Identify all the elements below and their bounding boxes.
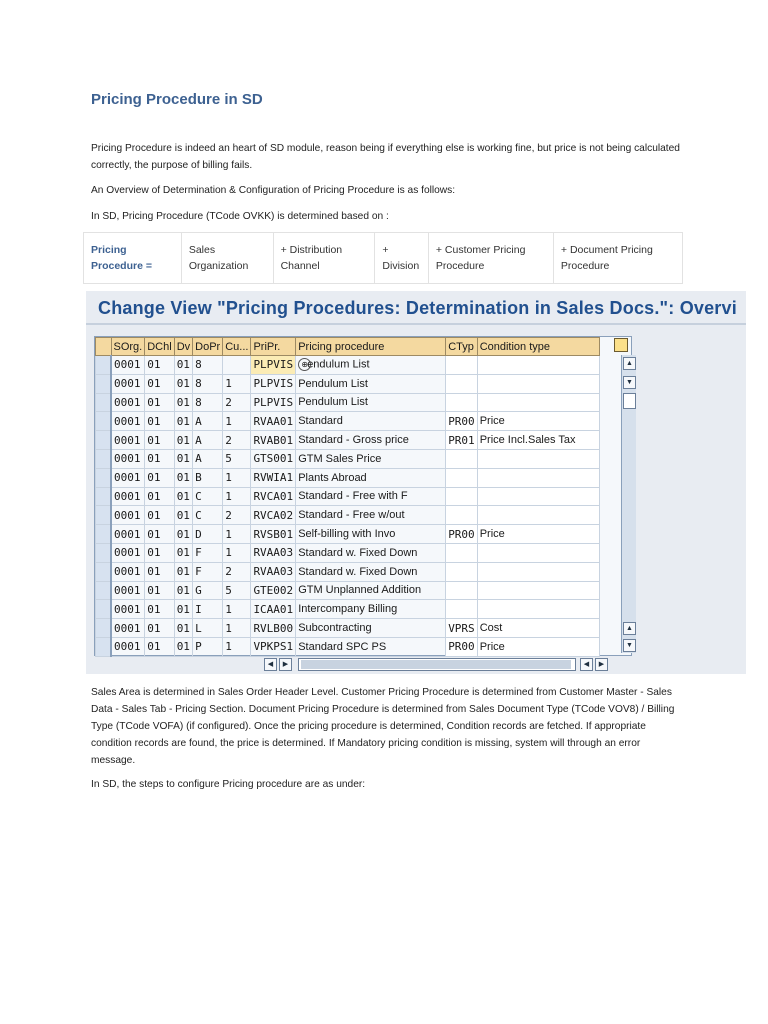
title-divider xyxy=(86,323,746,325)
column-header[interactable]: DChl xyxy=(145,338,174,356)
pricing-procedure-name-cell: Self-billing with Invo xyxy=(296,525,446,544)
distribution-channel-cell: 01 xyxy=(145,356,174,375)
condition-type-code-cell: PR00 xyxy=(446,637,478,656)
pricing-procedure-name-cell: Pendulum List xyxy=(296,374,446,393)
pricing-procedure-code-cell[interactable]: RVLB00 xyxy=(251,619,296,638)
condition-type-name-cell xyxy=(477,356,599,375)
table-row[interactable] xyxy=(96,468,600,487)
grid-header-row xyxy=(96,338,600,356)
distribution-channel-cell: 01 xyxy=(145,619,174,638)
condition-type-name-cell xyxy=(477,468,599,487)
determination-table xyxy=(83,232,683,284)
table-row[interactable] xyxy=(96,393,600,412)
column-header[interactable]: CTyp xyxy=(446,338,478,356)
row-selector[interactable] xyxy=(96,637,112,656)
cursor-icon: ⊕ xyxy=(298,358,311,371)
scroll-down-icon[interactable]: ▼ xyxy=(623,376,636,389)
column-header[interactable]: SOrg. xyxy=(111,338,145,356)
document-pricing-cell: I xyxy=(193,600,223,619)
pricing-procedure-name-cell: Standard w. Fixed Down xyxy=(296,543,446,562)
condition-type-code-cell xyxy=(446,600,478,619)
table-row[interactable] xyxy=(96,581,600,600)
table-row[interactable] xyxy=(96,356,600,375)
distribution-channel-cell: 01 xyxy=(145,543,174,562)
division-cell: 01 xyxy=(174,506,192,525)
sales-org-cell: 0001 xyxy=(111,356,145,375)
distribution-channel-cell: 01 xyxy=(145,581,174,600)
distribution-channel-cell: 01 xyxy=(145,468,174,487)
division-cell: 01 xyxy=(174,619,192,638)
document-pricing-cell: F xyxy=(193,543,223,562)
column-header[interactable]: DoPr xyxy=(193,338,223,356)
condition-type-code-cell xyxy=(446,374,478,393)
division-cell: 01 xyxy=(174,412,192,431)
table-row[interactable] xyxy=(96,374,600,393)
column-header[interactable]: Condition type xyxy=(477,338,599,356)
sales-org-cell: 0001 xyxy=(111,393,145,412)
document-pricing-cell: A xyxy=(193,412,223,431)
pricing-procedure-name-cell: Standard - Gross price xyxy=(296,431,446,450)
steps-paragraph: In SD, the steps to configure Pricing procedure are as under: xyxy=(91,779,366,790)
row-selector[interactable] xyxy=(96,525,112,544)
condition-type-code-cell xyxy=(446,562,478,581)
pricing-procedure-code-cell[interactable]: RVCA01 xyxy=(251,487,296,506)
pricing-procedure-code-cell[interactable]: RVSB01 xyxy=(251,525,296,544)
pricing-procedure-name-cell: Intercompany Billing xyxy=(296,600,446,619)
row-selector[interactable] xyxy=(96,468,112,487)
division-cell: 01 xyxy=(174,562,192,581)
grid-table xyxy=(95,337,600,657)
division-cell: 01 xyxy=(174,637,192,656)
condition-type-name-cell xyxy=(477,374,599,393)
division-cell: 01 xyxy=(174,525,192,544)
condition-type-code-cell xyxy=(446,543,478,562)
document-pricing-cell: A xyxy=(193,449,223,468)
row-selector[interactable] xyxy=(96,562,112,581)
sales-org-cell: 0001 xyxy=(111,637,145,656)
scroll-left-icon[interactable]: ◀ xyxy=(264,658,277,671)
pricing-procedure-grid xyxy=(94,336,632,656)
sales-org-cell: 0001 xyxy=(111,543,145,562)
sales-org-cell: 0001 xyxy=(111,619,145,638)
customer-pricing-cell xyxy=(223,356,251,375)
intro-paragraph: Pricing Procedure is indeed an heart of SD module, reason being if everything else is working fine, but price is not being calculated correctly, the purpose of billing fails. xyxy=(91,143,680,171)
customer-pricing-cell: 2 xyxy=(223,431,251,450)
page-title: Pricing Procedure in SD xyxy=(91,91,263,108)
row-selector-header[interactable] xyxy=(96,338,112,356)
sales-org-cell: 0001 xyxy=(111,525,145,544)
condition-type-code-cell: PR00 xyxy=(446,525,478,544)
sales-org-cell: 0001 xyxy=(111,449,145,468)
distribution-channel-cell: 01 xyxy=(145,412,174,431)
pricing-procedure-code-cell[interactable]: RVAA03 xyxy=(251,562,296,581)
document-pricing-cell: G xyxy=(193,581,223,600)
document-pricing-cell: 8 xyxy=(193,356,223,375)
row-selector[interactable] xyxy=(96,393,112,412)
document-pricing-cell: P xyxy=(193,637,223,656)
pricing-procedure-code-cell[interactable]: VPKPS1 xyxy=(251,637,296,656)
customer-pricing-cell: 1 xyxy=(223,412,251,431)
pricing-procedure-name-cell: Standard w. Fixed Down xyxy=(296,562,446,581)
pricing-procedure-code-cell[interactable]: PLPVIS xyxy=(251,374,296,393)
scroll-right-icon[interactable]: ▶ xyxy=(595,658,608,671)
distribution-channel-cell: 01 xyxy=(145,487,174,506)
table-row[interactable] xyxy=(96,487,600,506)
pricing-procedure-name-cell: Subcontracting xyxy=(296,619,446,638)
row-selector[interactable] xyxy=(96,431,112,450)
condition-type-code-cell: PR01 xyxy=(446,431,478,450)
pricing-procedure-code-cell[interactable]: GTS001 xyxy=(251,449,296,468)
scroll-up-icon[interactable]: ▲ xyxy=(623,357,636,370)
division-cell: 01 xyxy=(174,431,192,450)
condition-type-name-cell xyxy=(477,543,599,562)
document-pricing-cell: F xyxy=(193,562,223,581)
scroll-up-icon[interactable]: ▲ xyxy=(623,622,636,635)
horizontal-scroll-thumb[interactable] xyxy=(301,660,571,669)
distribution-channel-cell: 01 xyxy=(145,562,174,581)
table-settings-icon[interactable] xyxy=(614,338,628,352)
determination-key: Pricing Procedure = xyxy=(84,233,182,284)
document-pricing-cell: D xyxy=(193,525,223,544)
sales-org-cell: 0001 xyxy=(111,374,145,393)
distribution-channel-cell: 01 xyxy=(145,600,174,619)
document-pricing-cell: C xyxy=(193,487,223,506)
condition-type-name-cell: Price xyxy=(477,525,599,544)
division-cell: 01 xyxy=(174,356,192,375)
overview-paragraph: An Overview of Determination & Configuration of Pricing Procedure is as follows: xyxy=(91,185,456,196)
condition-type-name-cell: Price xyxy=(477,412,599,431)
document-pricing-cell: L xyxy=(193,619,223,638)
condition-type-name-cell xyxy=(477,506,599,525)
pricing-procedure-name-cell: Standard - Free with F xyxy=(296,487,446,506)
pricing-procedure-name-cell: GTM Sales Price xyxy=(296,449,446,468)
condition-type-code-cell xyxy=(446,506,478,525)
distribution-channel-cell: 01 xyxy=(145,637,174,656)
determination-part: Sales Organization xyxy=(181,233,273,284)
cell-text: endulum List xyxy=(307,358,370,371)
scroll-thumb[interactable] xyxy=(623,393,636,409)
condition-type-code-cell xyxy=(446,393,478,412)
condition-type-code-cell xyxy=(446,581,478,600)
row-selector[interactable] xyxy=(96,449,112,468)
pricing-procedure-code-cell[interactable]: PLPVIS xyxy=(251,356,296,375)
table-row[interactable] xyxy=(96,506,600,525)
division-cell: 01 xyxy=(174,600,192,619)
customer-pricing-cell: 1 xyxy=(223,600,251,619)
condition-type-name-cell: Price Incl.Sales Tax xyxy=(477,431,599,450)
table-row[interactable] xyxy=(96,562,600,581)
division-cell: 01 xyxy=(174,487,192,506)
sales-org-cell: 0001 xyxy=(111,487,145,506)
table-row[interactable] xyxy=(96,543,600,562)
row-selector[interactable] xyxy=(96,581,112,600)
row-selector[interactable] xyxy=(96,412,112,431)
distribution-channel-cell: 01 xyxy=(145,506,174,525)
row-selector[interactable] xyxy=(96,356,112,375)
pricing-procedure-name-cell xyxy=(296,356,446,375)
scroll-right-icon[interactable]: ▶ xyxy=(279,658,292,671)
sales-org-cell: 0001 xyxy=(111,412,145,431)
determination-part: + Document Pricing Procedure xyxy=(553,233,682,284)
sales-org-cell: 0001 xyxy=(111,506,145,525)
scroll-down-icon[interactable]: ▼ xyxy=(623,639,636,652)
pricing-procedure-code-cell[interactable]: RVWIA1 xyxy=(251,468,296,487)
row-selector[interactable] xyxy=(96,487,112,506)
pricing-procedure-name-cell: Standard - Free w/out xyxy=(296,506,446,525)
sap-window-title: Change View "Pricing Procedures: Determination in Sales Docs.": Overvi xyxy=(98,298,737,318)
row-selector[interactable] xyxy=(96,543,112,562)
table-row[interactable] xyxy=(96,619,600,638)
document-pricing-cell: B xyxy=(193,468,223,487)
customer-pricing-cell: 2 xyxy=(223,393,251,412)
customer-pricing-cell: 5 xyxy=(223,581,251,600)
division-cell: 01 xyxy=(174,374,192,393)
division-cell: 01 xyxy=(174,581,192,600)
condition-type-name-cell xyxy=(477,393,599,412)
tcode-paragraph: In SD, Pricing Procedure (TCode OVKK) is determined based on : xyxy=(91,211,389,222)
pricing-procedure-code-cell[interactable]: ICAA01 xyxy=(251,600,296,619)
condition-type-name-cell xyxy=(477,581,599,600)
condition-type-code-cell: VPRS xyxy=(446,619,478,638)
customer-pricing-cell: 1 xyxy=(223,487,251,506)
pricing-procedure-code-cell[interactable]: GTE002 xyxy=(251,581,296,600)
pricing-procedure-name-cell: Pendulum List xyxy=(296,393,446,412)
table-row[interactable] xyxy=(96,525,600,544)
condition-type-name-cell xyxy=(477,487,599,506)
sales-org-cell: 0001 xyxy=(111,468,145,487)
pricing-procedure-code-cell[interactable]: RVAB01 xyxy=(251,431,296,450)
pricing-procedure-code-cell[interactable]: RVCA02 xyxy=(251,506,296,525)
sales-org-cell: 0001 xyxy=(111,581,145,600)
pricing-procedure-code-cell[interactable]: RVAA01 xyxy=(251,412,296,431)
distribution-channel-cell: 01 xyxy=(145,449,174,468)
division-cell: 01 xyxy=(174,543,192,562)
document-pricing-cell: 8 xyxy=(193,374,223,393)
pricing-procedure-name-cell: Plants Abroad xyxy=(296,468,446,487)
sales-org-cell: 0001 xyxy=(111,562,145,581)
customer-pricing-cell: 1 xyxy=(223,525,251,544)
customer-pricing-cell: 1 xyxy=(223,619,251,638)
pricing-procedure-code-cell[interactable]: RVAA03 xyxy=(251,543,296,562)
sales-org-cell: 0001 xyxy=(111,431,145,450)
document-pricing-cell: A xyxy=(193,431,223,450)
row-selector[interactable] xyxy=(96,374,112,393)
division-cell: 01 xyxy=(174,393,192,412)
customer-pricing-cell: 1 xyxy=(223,374,251,393)
pricing-procedure-code-cell[interactable]: PLPVIS xyxy=(251,393,296,412)
determination-part: + Customer Pricing Procedure xyxy=(428,233,553,284)
table-row[interactable] xyxy=(96,600,600,619)
condition-type-name-cell xyxy=(477,600,599,619)
determination-part: + Division xyxy=(375,233,428,284)
customer-pricing-cell: 2 xyxy=(223,506,251,525)
sales-area-paragraph: Sales Area is determined in Sales Order Header Level. Customer Pricing Procedure is determined from Customer Master - Sales Data - Sales Tab - Pricing Section. Document Pricing Procedure is determined from Sales Document Type (TCode VOV8) / Billing Type (TCode VOFA) (if configured). Once the pricing procedure is determined, Condition records are fetched. If appropriate condition records are found, the price is determined. If Mandatory pricing condition is missing, system will through an error message. xyxy=(91,687,675,766)
column-header[interactable]: PriPr. xyxy=(251,338,296,356)
row-selector[interactable] xyxy=(96,619,112,638)
condition-type-code-cell xyxy=(446,487,478,506)
determination-row xyxy=(84,233,683,284)
condition-type-code-cell xyxy=(446,356,478,375)
vertical-scrollbar[interactable] xyxy=(621,355,636,653)
table-row[interactable] xyxy=(96,431,600,450)
pricing-procedure-name-cell: Standard SPC PS xyxy=(296,637,446,656)
division-cell: 01 xyxy=(174,449,192,468)
table-row[interactable] xyxy=(96,412,600,431)
condition-type-code-cell xyxy=(446,449,478,468)
customer-pricing-cell: 1 xyxy=(223,468,251,487)
pricing-procedure-name-cell: Standard xyxy=(296,412,446,431)
customer-pricing-cell: 5 xyxy=(223,449,251,468)
row-selector[interactable] xyxy=(96,600,112,619)
document-pricing-cell: C xyxy=(193,506,223,525)
division-cell: 01 xyxy=(174,468,192,487)
condition-type-name-cell xyxy=(477,449,599,468)
scroll-left-icon[interactable]: ◀ xyxy=(580,658,593,671)
customer-pricing-cell: 1 xyxy=(223,543,251,562)
horizontal-scrollbar[interactable] xyxy=(298,658,576,671)
condition-type-name-cell: Cost xyxy=(477,619,599,638)
column-header[interactable]: Dv xyxy=(174,338,192,356)
distribution-channel-cell: 01 xyxy=(145,393,174,412)
determination-part: + Distribution Channel xyxy=(273,233,375,284)
document-pricing-cell: 8 xyxy=(193,393,223,412)
condition-type-code-cell: PR00 xyxy=(446,412,478,431)
table-row[interactable] xyxy=(96,637,600,656)
column-header[interactable]: Pricing procedure xyxy=(296,338,446,356)
column-header[interactable]: Cu... xyxy=(223,338,251,356)
sales-org-cell: 0001 xyxy=(111,600,145,619)
condition-type-code-cell xyxy=(446,468,478,487)
sap-screenshot xyxy=(86,291,746,674)
condition-type-name-cell xyxy=(477,562,599,581)
table-row[interactable] xyxy=(96,449,600,468)
pricing-procedure-name-cell: GTM Unplanned Addition xyxy=(296,581,446,600)
customer-pricing-cell: 1 xyxy=(223,637,251,656)
row-selector[interactable] xyxy=(96,506,112,525)
condition-type-name-cell: Price xyxy=(477,637,599,656)
distribution-channel-cell: 01 xyxy=(145,431,174,450)
distribution-channel-cell: 01 xyxy=(145,374,174,393)
distribution-channel-cell: 01 xyxy=(145,525,174,544)
customer-pricing-cell: 2 xyxy=(223,562,251,581)
